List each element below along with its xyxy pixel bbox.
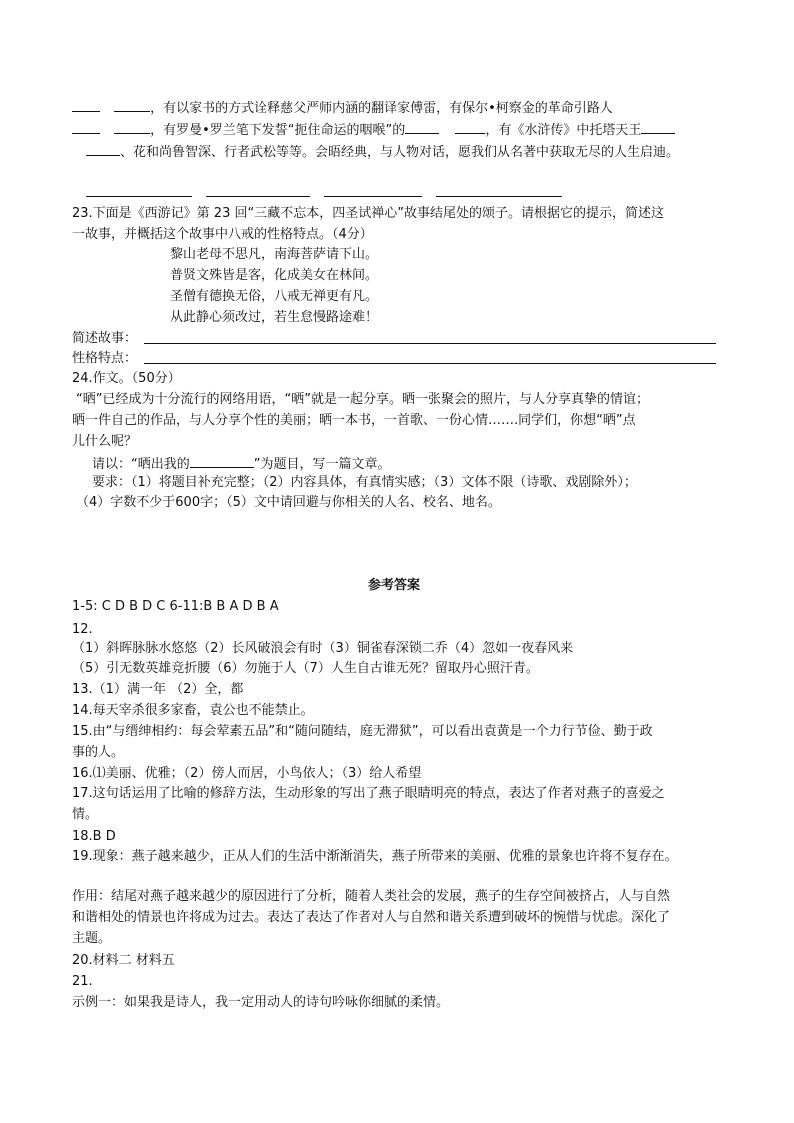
q24-para-line: “晒”已经成为十分流行的网络用语，“晒”就是一起分享。晒一张聚会的照片，与人分享真挚的情谊； xyxy=(76,392,649,407)
q24-para-line: 晒一件自己的作品，与人分享个性的美丽；晒一本书，一首歌、一份心情…….同学们，你想“晒”点 xyxy=(72,413,636,428)
answer-blank[interactable] xyxy=(72,120,100,134)
answer-line[interactable] xyxy=(86,196,192,197)
answer-blank[interactable] xyxy=(114,120,150,134)
answer-15-line: 15.由“与缙绅相约：每会荤素五品”和“随问随结，庭无滞狱”，可以看出袁黄是一个力行节俭、勤于政 xyxy=(72,724,653,739)
answer-blank[interactable] xyxy=(405,120,439,134)
trait-label: 性格特点： xyxy=(72,351,138,366)
answer-21-line: 示例一：如果我是诗人，我一定用动人的诗句吟咏你细腻的柔情。 xyxy=(72,995,450,1010)
answer-19b-line: 作用：结尾对燕子越来越少的原因进行了分析，随着人类社会的发展，燕子的生存空间被挤占，人与自然 xyxy=(72,889,671,904)
q22-line2 xyxy=(72,120,675,140)
answer-17-line: 情。 xyxy=(72,807,99,822)
q24-title-instruction xyxy=(92,454,391,474)
trait-answer-line[interactable] xyxy=(144,363,716,364)
answer-line[interactable] xyxy=(436,196,562,197)
story-answer-line[interactable] xyxy=(144,343,716,344)
answer-line[interactable] xyxy=(324,196,422,197)
title-blank[interactable] xyxy=(190,454,254,468)
q24-requirements-line1: 要求：（1）将题目补充完整；（2）内容具体，有真情实感；（3）文体不限（诗歌、戏剧除外）； xyxy=(92,475,637,490)
q22-line1-text: ，有以家书的方式诠释慈父严师内涵的翻译家傅雷，有保尔•柯察金的革命引路人 xyxy=(150,101,613,116)
q24-heading: 24.作文。（50分） xyxy=(72,371,181,386)
answer-blank[interactable] xyxy=(114,98,150,112)
answer-blank[interactable] xyxy=(72,98,100,112)
q22-line3 xyxy=(86,142,679,162)
answer-21-label: 21. xyxy=(72,974,93,989)
q22-line3-text: 、花和尚鲁智深、行者武松等等。会晤经典，与人物对话，愿我们从名著中获取无尽的人生启迪。 xyxy=(120,145,680,160)
q23-prompt-line2: 一故事，并概括这个故事中八戒的性格特点。（4分） xyxy=(72,227,373,242)
answer-14: 14.每天宰杀很多家畜，袁公也不能禁止。 xyxy=(72,703,314,718)
answer-line[interactable] xyxy=(206,196,310,197)
answer-19b-line: 和谐相处的情景也许将成为过去。表达了表达了作者对人与自然和谐关系遭到破坏的惋惜与忧虑。深化了 xyxy=(72,910,671,925)
answer-16: 16.⑴美丽、优雅；（2）傍人而居，小鸟依人；（3）给人希望 xyxy=(72,766,422,781)
poem-line: 黎山老母不思凡，南海菩萨请下山。 xyxy=(170,247,379,262)
answer-17-line: 17.这句话运用了比喻的修辞方法，生动形象的写出了燕子眼睛明亮的特点，表达了作者对燕子的喜爱之 xyxy=(72,786,665,801)
poem-line: 普贤文殊皆是客，化成美女在林间。 xyxy=(170,268,379,283)
answer-12-line: （5）引无数英雄竞折腰（6）勿施于人（7）人生自古谁无死？留取丹心照汗青。 xyxy=(72,661,539,676)
q22-line2-text-a: ，有罗曼•罗兰笔下发誓“扼住命运的咽喉”的 xyxy=(150,123,406,138)
poem-line: 圣僧有德换无俗，八戒无禅更有凡。 xyxy=(170,289,379,304)
answer-20: 20.材料二 材料五 xyxy=(72,953,175,968)
title-instruction-a: 请以：“晒出我的 xyxy=(92,457,190,472)
answer-19: 19.现象：燕子越来越少，正从人们的生活中渐渐消失，燕子所带来的美丽、优雅的景象也许将不复存在。 xyxy=(72,849,678,864)
answer-19b-line: 主题。 xyxy=(72,931,112,946)
q24-para-line: 儿什么呢？ xyxy=(72,434,138,449)
answer-12-line: （1）斜晖脉脉水悠悠（2）长风破浪会有时（3）铜雀春深锁二乔（4）忽如一夜春风来 xyxy=(72,641,574,656)
q24-requirements-line2: （4）字数不少于600字；（5）文中请回避与你相关的人名、校名、地名。 xyxy=(76,495,501,510)
answer-1-11: 1-5: C D B D C 6-11:B B A D B A xyxy=(72,599,279,614)
answer-blank[interactable] xyxy=(455,120,485,134)
q23-prompt-line1: 23.下面是《西游记》第 23 回“三藏不忘本，四圣试禅心”故事结尾处的颂子。请根据它的提示，简述这 xyxy=(72,206,664,221)
answer-blank[interactable] xyxy=(641,120,675,134)
story-label: 简述故事： xyxy=(72,331,138,346)
poem-line: 从此静心须改过，若生怠慢路途难！ xyxy=(170,310,379,325)
answer-15-line: 事的人。 xyxy=(72,745,125,760)
q22-line1 xyxy=(72,98,613,118)
answer-18: 18.B D xyxy=(72,829,116,844)
answer-12-label: 12. xyxy=(72,622,93,637)
q22-line2-text-b: ，有《水浒传》中托塔天王 xyxy=(485,123,642,138)
answer-blank[interactable] xyxy=(86,142,120,156)
title-instruction-b: ”为题目，写一篇文章。 xyxy=(253,457,391,472)
answers-title: 参考答案 xyxy=(368,578,421,593)
answer-13: 13.（1）满一年 （2）全，都 xyxy=(72,682,244,697)
